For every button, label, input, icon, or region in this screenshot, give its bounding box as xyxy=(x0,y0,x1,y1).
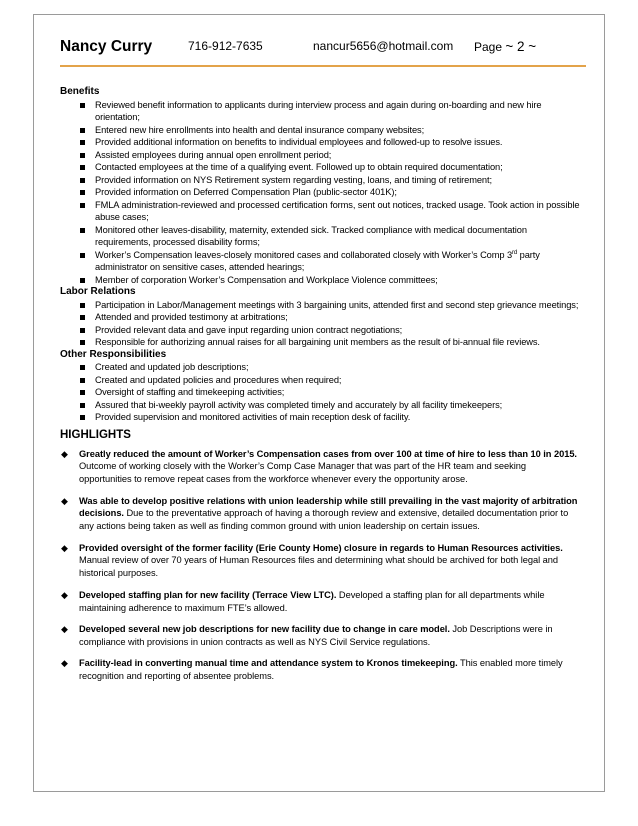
labor-relations-title: Labor Relations xyxy=(60,286,136,297)
other-responsibilities-title: Other Responsibilities xyxy=(60,348,167,360)
list-item: Responsible for authorizing annual raises for all bargaining unit members as the result of bi-annual file reviews. xyxy=(60,336,580,349)
highlight-item: ◆ Developed staffing plan for new facility (Terrace View LTC). Developed a staffing plan for all departments while maintaining adherence to maximum FTE’s allowed. xyxy=(61,589,545,613)
list-item: Provided supervision and monitored activities of main reception desk of facility. xyxy=(60,411,580,424)
square-bullet-icon xyxy=(80,190,85,195)
square-bullet-icon xyxy=(80,415,85,420)
square-bullet-icon xyxy=(80,390,85,395)
diamond-bullet-icon: ◆ xyxy=(61,624,68,635)
page-header xyxy=(60,34,590,62)
labor-relations-list xyxy=(60,299,580,349)
list-item: FMLA administration-reviewed and processed certification forms, sent out notices, tracked usage. Took action in possible abuse cases; xyxy=(60,199,580,224)
square-bullet-icon xyxy=(80,165,85,170)
resume-content xyxy=(60,86,580,692)
list-item: Worker’s Compensation leaves-closely monitored cases and collaborated closely with Worker’s Comp 3rd party administrator on sensitive cases, attended hearings; xyxy=(60,249,580,274)
square-bullet-icon xyxy=(80,228,85,233)
header-phone: 716-912-7635 xyxy=(188,39,263,53)
list-item: Assisted employees during annual open enrollment period; xyxy=(60,149,580,162)
list-item: Reviewed benefit information to applicants during interview process and again during on-boarding and new hire orientation; xyxy=(60,99,580,124)
diamond-bullet-icon: ◆ xyxy=(61,448,68,459)
square-bullet-icon xyxy=(80,153,85,158)
highlights-list xyxy=(60,448,580,683)
square-bullet-icon xyxy=(80,278,85,283)
list-item: Attended and provided testimony at arbitrations; xyxy=(60,311,580,324)
list-item: Provided relevant data and gave input regarding union contract negotiations; xyxy=(60,324,580,337)
header-email: nancur5656@hotmail.com xyxy=(313,39,454,53)
list-item: Provided information on Deferred Compensation Plan (public-sector 401K); xyxy=(60,186,580,199)
diamond-bullet-icon: ◆ xyxy=(61,589,68,600)
list-item: Member of corporation Worker’s Compensation and Workplace Violence committees; xyxy=(60,274,580,287)
list-item: Created and updated job descriptions; xyxy=(60,361,580,374)
diamond-bullet-icon: ◆ xyxy=(61,495,68,506)
diamond-bullet-icon: ◆ xyxy=(61,658,68,669)
list-item: Participation in Labor/Management meetings with 3 bargaining units, attended first and second step grievance meetings; xyxy=(60,299,580,312)
square-bullet-icon xyxy=(80,203,85,208)
list-item: Oversight of staffing and timekeeping activities; xyxy=(60,386,580,399)
square-bullet-icon xyxy=(80,140,85,145)
square-bullet-icon xyxy=(80,315,85,320)
square-bullet-icon xyxy=(80,365,85,370)
header-name: Nancy Curry xyxy=(60,38,153,55)
highlights-title: HIGHLIGHTS xyxy=(60,428,131,441)
highlight-item: ◆ Greatly reduced the amount of Worker’s Compensation cases from over 100 at time of hire to less than 10 in 2015. Outcome of working closely with the Worker’s Comp Case Manager that was part of the HR team and seeking opportunities to remove repeat cases from the workforce whenever every the opportunity arose. xyxy=(61,448,577,485)
square-bullet-icon xyxy=(80,178,85,183)
list-item: Entered new hire enrollments into health and dental insurance company websites; xyxy=(60,124,580,137)
square-bullet-icon xyxy=(80,403,85,408)
highlight-item: ◆ Was able to develop positive relations with union leadership while still prevailing in the vast majority of arbitration decisions. Due to the preventative approach of having a thorough review and extensive, detailed documentation prior to any actions being taken as well as finding common ground with union leadership on certain issues. xyxy=(61,495,578,532)
header-page xyxy=(474,39,536,54)
highlight-item: ◆ Provided oversight of the former facility (Erie County Home) closure in regards to Human Resources activities. Manual review of over 70 years of Human Resources files and determining what should be archived for both legal and historical purposes. xyxy=(61,542,563,579)
square-bullet-icon xyxy=(80,303,85,308)
header-page-number: ~ 2 ~ xyxy=(505,39,537,54)
list-item: Assured that bi-weekly payroll activity was completed timely and accurately by all facility timekeepers; xyxy=(60,399,580,412)
list-item: Contacted employees at the time of a qualifying event. Followed up to obtain required documentation; xyxy=(60,161,580,174)
highlight-item: ◆ Developed several new job descriptions for new facility due to change in care model. Job Descriptions were in compliance with provisions in union contracts as well as NYS Civil Service regulations. xyxy=(61,624,553,647)
header-page-label: Page xyxy=(474,40,503,54)
list-item: Monitored other leaves-disability, maternity, extended sick. Tracked compliance with medical documentation requirements, processed disability forms; xyxy=(60,224,580,249)
square-bullet-icon xyxy=(80,340,85,345)
header-rule xyxy=(60,65,586,67)
other-responsibilities-list xyxy=(60,361,580,424)
benefits-title: Benefits xyxy=(60,86,100,97)
list-item: Provided information on NYS Retirement system regarding vesting, loans, and timing of retirement; xyxy=(60,174,580,187)
list-item: Created and updated policies and procedures when required; xyxy=(60,374,580,387)
list-item: Provided additional information on benefits to individual employees and followed-up to resolve issues. xyxy=(60,136,580,149)
highlight-item: ◆ Facility-lead in converting manual time and attendance system to Kronos timekeeping. This enabled more timely recognition and reporting of absentee problems. xyxy=(61,658,563,682)
benefits-list xyxy=(60,99,580,287)
square-bullet-icon xyxy=(80,253,85,258)
square-bullet-icon xyxy=(80,128,85,133)
square-bullet-icon xyxy=(80,103,85,108)
square-bullet-icon xyxy=(80,378,85,383)
diamond-bullet-icon: ◆ xyxy=(61,542,68,553)
square-bullet-icon xyxy=(80,328,85,333)
